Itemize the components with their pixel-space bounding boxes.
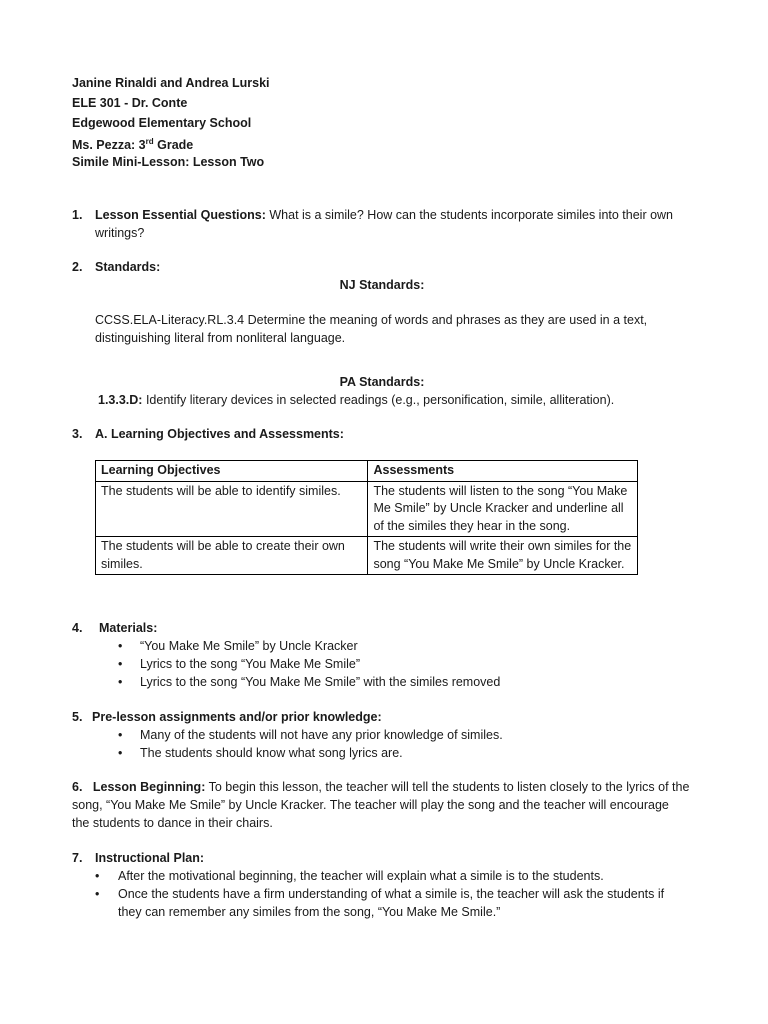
section-number: 5. xyxy=(72,710,83,724)
course-line: ELE 301 - Dr. Conte xyxy=(72,96,188,110)
section-number: 2. xyxy=(72,260,83,274)
nj-standards-title: NJ Standards: xyxy=(339,278,425,292)
teacher-name: Ms. Pezza: 3 xyxy=(72,138,146,153)
bullet-icon: • xyxy=(118,657,123,671)
table-row xyxy=(96,481,638,537)
section-label: A. Learning Objectives and Assessments: xyxy=(95,427,344,441)
list-item-text: Lyrics to the song “You Make Me Smile” with the similes removed xyxy=(140,675,501,689)
section-body-cont: writings? xyxy=(95,226,145,240)
pa-standard-text xyxy=(98,391,718,409)
section-label: Instructional Plan: xyxy=(95,851,205,865)
section-number: 6. xyxy=(72,780,83,794)
pa-standard-code: 1.3.3.D: xyxy=(98,393,143,407)
section-label: Pre-lesson assignments and/or prior knowledge: xyxy=(92,710,382,724)
section-number: 4. xyxy=(72,621,83,635)
table-cell: The students will write their own similes for the song “You Make Me Smile” by Uncle Kracker. xyxy=(368,537,638,575)
table-cell: The students will be able to identify similes. xyxy=(96,481,368,537)
grade-label: Grade xyxy=(153,138,194,153)
table-header-row xyxy=(96,461,638,482)
pa-standards-title: PA Standards: xyxy=(339,375,425,389)
bullet-icon: • xyxy=(118,675,123,689)
pa-standard-desc: Identify literary devices in selected readings (e.g., personification, simile, alliteration). xyxy=(142,393,615,407)
table-header-cell: Learning Objectives xyxy=(96,461,368,482)
objectives-table xyxy=(95,460,638,575)
section-6-cont: the students to dance in their chairs. xyxy=(72,816,273,830)
bullet-icon: • xyxy=(95,869,100,883)
school-line: Edgewood Elementary School xyxy=(72,116,252,130)
lesson-title: Simile Mini-Lesson: Lesson Two xyxy=(72,155,265,169)
nj-standard-text-cont: distinguishing literal from nonliteral language. xyxy=(95,331,346,345)
section-label: Standards: xyxy=(95,260,161,274)
table-row xyxy=(96,537,638,575)
section-body: What is a simile? How can the students incorporate similes into their own xyxy=(265,208,674,222)
list-item-text: Many of the students will not have any prior knowledge of similes. xyxy=(140,728,503,742)
list-item-text: After the motivational beginning, the teacher will explain what a simile is to the students. xyxy=(118,869,604,883)
list-item-text: Lyrics to the song “You Make Me Smile” xyxy=(140,657,361,671)
section-6 xyxy=(72,778,732,796)
section-label: Lesson Essential Questions: xyxy=(95,208,266,222)
nj-standard-text: CCSS.ELA-Literacy.RL.3.4 Determine the meaning of words and phrases as they are used in a text, xyxy=(95,313,648,327)
bullet-icon: • xyxy=(118,746,123,760)
list-item-text: they can remember any similes from the song, “You Make Me Smile.” xyxy=(118,905,501,919)
bullet-icon: • xyxy=(118,639,123,653)
list-item-text: The students should know what song lyrics are. xyxy=(140,746,403,760)
section-text xyxy=(95,206,705,224)
section-body: To begin this lesson, the teacher will tell the students to listen closely to the lyrics of the xyxy=(205,780,690,794)
authors-line: Janine Rinaldi and Andrea Lurski xyxy=(72,76,270,90)
section-label: Materials: xyxy=(99,621,158,635)
bullet-icon: • xyxy=(118,728,123,742)
section-number: 7. xyxy=(72,851,83,865)
section-number: 1. xyxy=(72,208,83,222)
list-item-text: Once the students have a firm understanding of what a simile is, the teacher will ask the students if xyxy=(118,887,665,901)
grade-suffix: rd xyxy=(145,137,154,146)
table-header-cell: Assessments xyxy=(368,461,638,482)
table-cell: The students will listen to the song “You Make Me Smile” by Uncle Kracker and underline all of the similes they hear in the song. xyxy=(368,481,638,537)
section-label: Lesson Beginning: xyxy=(92,780,206,794)
section-number: 3. xyxy=(72,427,83,441)
section-6-cont: song, “You Make Me Smile” by Uncle Kracker. The teacher will play the song and the teacher will encourage xyxy=(72,798,669,812)
table-cell: The students will be able to create their own similes. xyxy=(96,537,368,575)
bullet-icon: • xyxy=(95,887,100,901)
list-item-text: “You Make Me Smile” by Uncle Kracker xyxy=(140,639,358,653)
